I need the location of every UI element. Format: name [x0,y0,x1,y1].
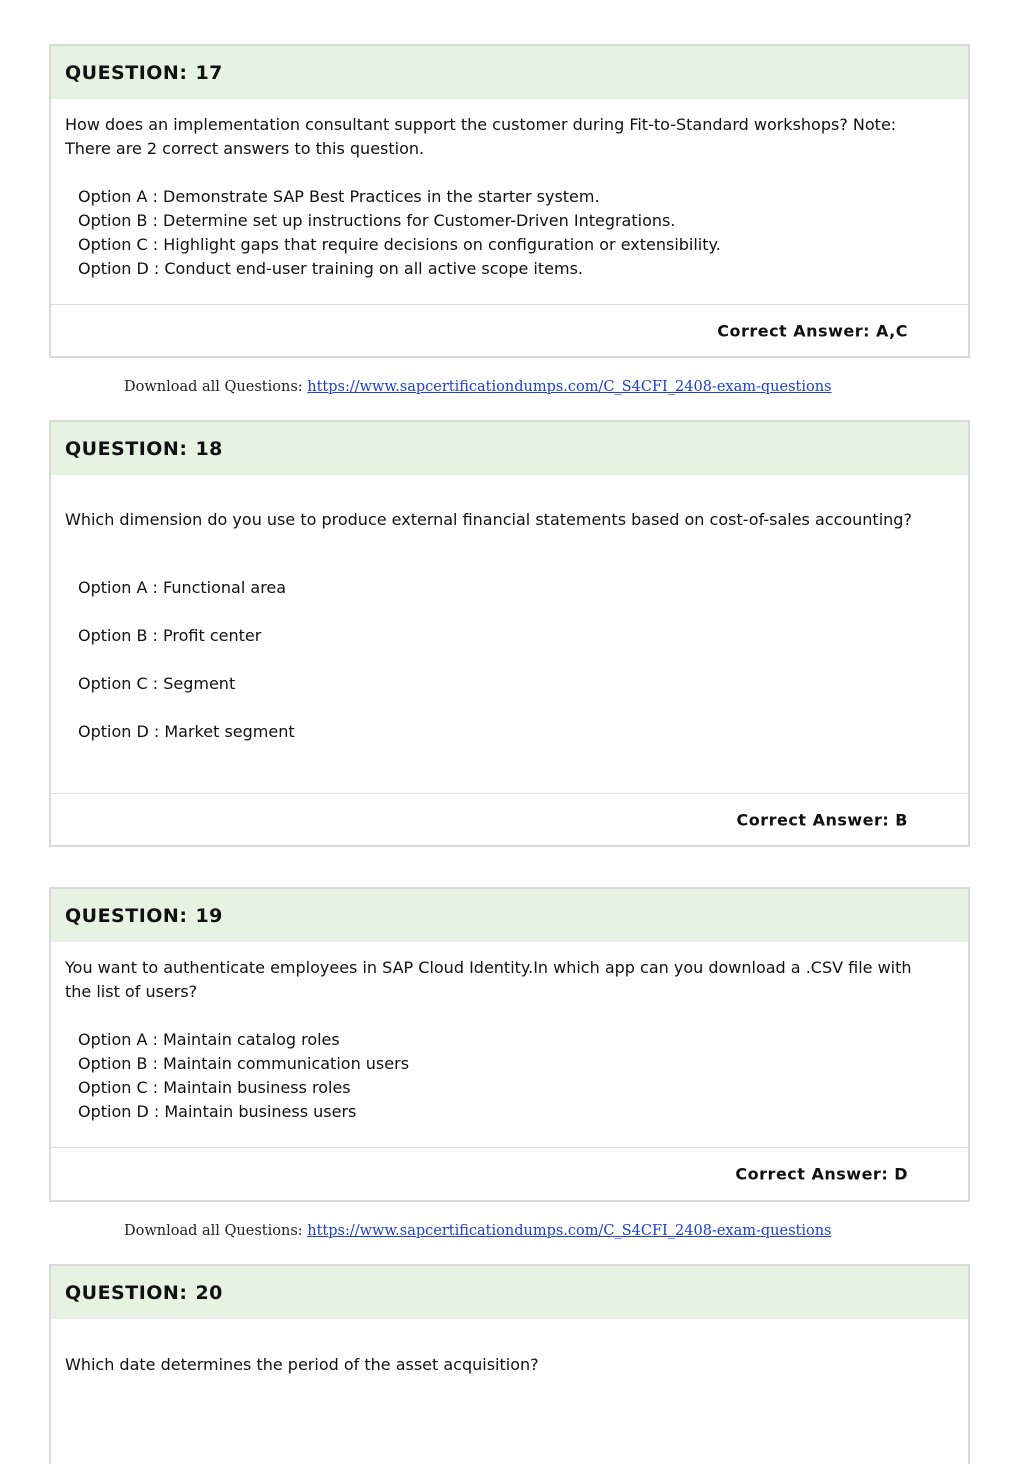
option-b: Option B : Determine set up instructions for Customer-Driven Integrations. [78,211,676,230]
question-label: QUESTION: [65,61,188,84]
option-c: Option C : Segment [78,674,236,693]
correct-answer [735,1165,908,1184]
question-header [51,46,968,99]
download-line [124,379,832,395]
question-label: QUESTION: [65,904,188,927]
download-label: Download all Questions: [124,1223,303,1239]
question-header [51,1266,968,1319]
question-text: Which date determines the period of the asset acquisition? [65,1355,539,1374]
question-text: How does an implementation consultant support the customer during Fit-to-Standard workshops? Note: There are 2 correct answers to this question. [65,115,897,158]
question-header [51,422,968,475]
question-card-20 [49,1264,970,1464]
download-label: Download all Questions: [124,379,303,395]
correct-answer [737,810,909,829]
option-a: Option A : Maintain catalog roles [78,1030,340,1049]
option-b: Option B : Profit center [78,626,262,645]
option-b: Option B : Maintain communication users [78,1054,410,1073]
answer-footer [51,793,968,845]
correct-answer-label: Correct Answer: [735,1164,889,1184]
option-c: Option C : Maintain business roles [78,1078,351,1097]
question-text: You want to authenticate employees in SAP Cloud Identity.In which app can you download a .CSV file with the list of users? [65,958,912,1001]
download-line [124,1223,832,1239]
question-card-18 [49,420,970,847]
option-d: Option D : Maintain business users [78,1102,357,1121]
question-text: Which dimension do you use to produce external financial statements based on cost-of-sales accounting? [65,510,912,529]
question-number: 19 [195,904,223,927]
correct-answer [717,321,908,340]
download-link[interactable]: https://www.sapcertificationdumps.com/C_S4CFI_2408-exam-questions [307,379,832,395]
answer-footer [51,1147,968,1200]
question-header [51,889,968,942]
question-label: QUESTION: [65,1281,188,1304]
option-d: Option D : Market segment [78,722,295,741]
question-number: 20 [195,1281,223,1304]
correct-answer-value: D [894,1164,908,1184]
correct-answer-label: Correct Answer: [717,321,870,340]
download-link[interactable]: https://www.sapcertificationdumps.com/C_S4CFI_2408-exam-questions [307,1223,832,1239]
question-number: 17 [195,61,223,84]
option-c: Option C : Highlight gaps that require decisions on configuration or extensibility. [78,235,721,254]
question-number: 18 [195,437,223,460]
question-label: QUESTION: [65,437,188,460]
correct-answer-value: A,C [876,321,908,340]
question-card-19 [49,887,970,1202]
option-a: Option A : Demonstrate SAP Best Practices in the starter system. [78,187,600,206]
question-card-17 [49,44,970,358]
correct-answer-label: Correct Answer: [736,810,890,829]
correct-answer-value: B [895,810,908,829]
option-d: Option D : Conduct end-user training on all active scope items. [78,259,583,278]
option-a: Option A : Functional area [78,578,287,597]
answer-footer [51,304,968,356]
